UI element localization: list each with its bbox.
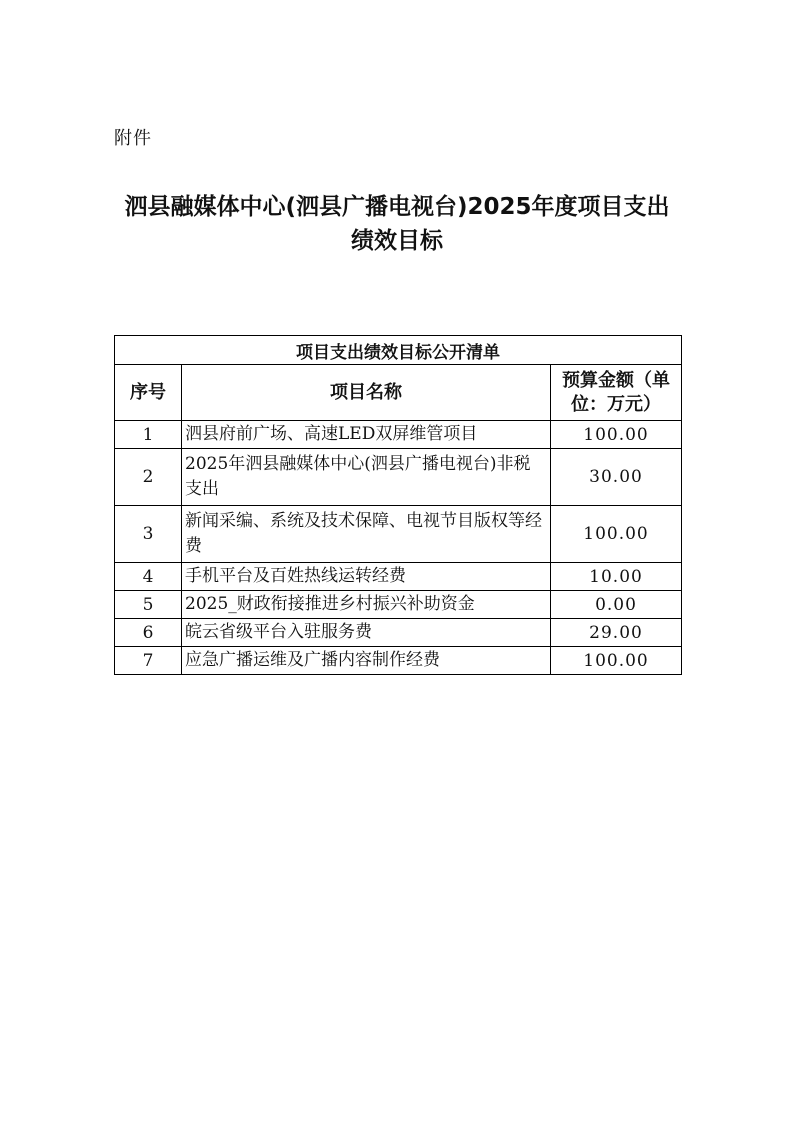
table-caption: 项目支出绩效目标公开清单 <box>115 336 682 365</box>
row-budget-amount: 0.00 <box>551 591 682 619</box>
document-title-line-2: 绩效目标 <box>351 228 443 254</box>
table-row <box>115 619 682 647</box>
row-serial-number: 4 <box>115 563 182 591</box>
row-project-name: 2025年泗县融媒体中心(泗县广播电视台)非税支出 <box>182 449 551 506</box>
row-project-name: 泗县府前广场、高速LED双屏维管项目 <box>182 421 551 449</box>
table-row <box>115 647 682 675</box>
row-serial-number: 6 <box>115 619 182 647</box>
row-project-name: 2025_财政衔接推进乡村振兴补助资金 <box>182 591 551 619</box>
row-project-name: 手机平台及百姓热线运转经费 <box>182 563 551 591</box>
row-budget-amount: 29.00 <box>551 619 682 647</box>
document-title <box>100 190 694 258</box>
table-row <box>115 591 682 619</box>
row-serial-number: 1 <box>115 421 182 449</box>
table-header-row <box>115 365 682 421</box>
performance-target-table <box>114 335 682 675</box>
table-row <box>115 421 682 449</box>
table-row <box>115 506 682 563</box>
row-serial-number: 2 <box>115 449 182 506</box>
row-budget-amount: 30.00 <box>551 449 682 506</box>
row-serial-number: 7 <box>115 647 182 675</box>
header-project-name: 项目名称 <box>182 365 551 421</box>
row-budget-amount: 100.00 <box>551 506 682 563</box>
header-budget-amount: 预算金额（单位：万元） <box>551 365 682 421</box>
row-project-name: 新闻采编、系统及技术保障、电视节目版权等经费 <box>182 506 551 563</box>
row-budget-amount: 100.00 <box>551 647 682 675</box>
attachment-label: 附件 <box>114 128 152 149</box>
row-budget-amount: 100.00 <box>551 421 682 449</box>
row-serial-number: 3 <box>115 506 182 563</box>
row-serial-number: 5 <box>115 591 182 619</box>
table-row <box>115 563 682 591</box>
row-project-name: 应急广播运维及广播内容制作经费 <box>182 647 551 675</box>
table-row <box>115 449 682 506</box>
header-serial-number: 序号 <box>115 365 182 421</box>
document-title-line-1: 泗县融媒体中心(泗县广播电视台)2025年度项目支出 <box>124 194 670 220</box>
row-project-name: 皖云省级平台入驻服务费 <box>182 619 551 647</box>
row-budget-amount: 10.00 <box>551 563 682 591</box>
